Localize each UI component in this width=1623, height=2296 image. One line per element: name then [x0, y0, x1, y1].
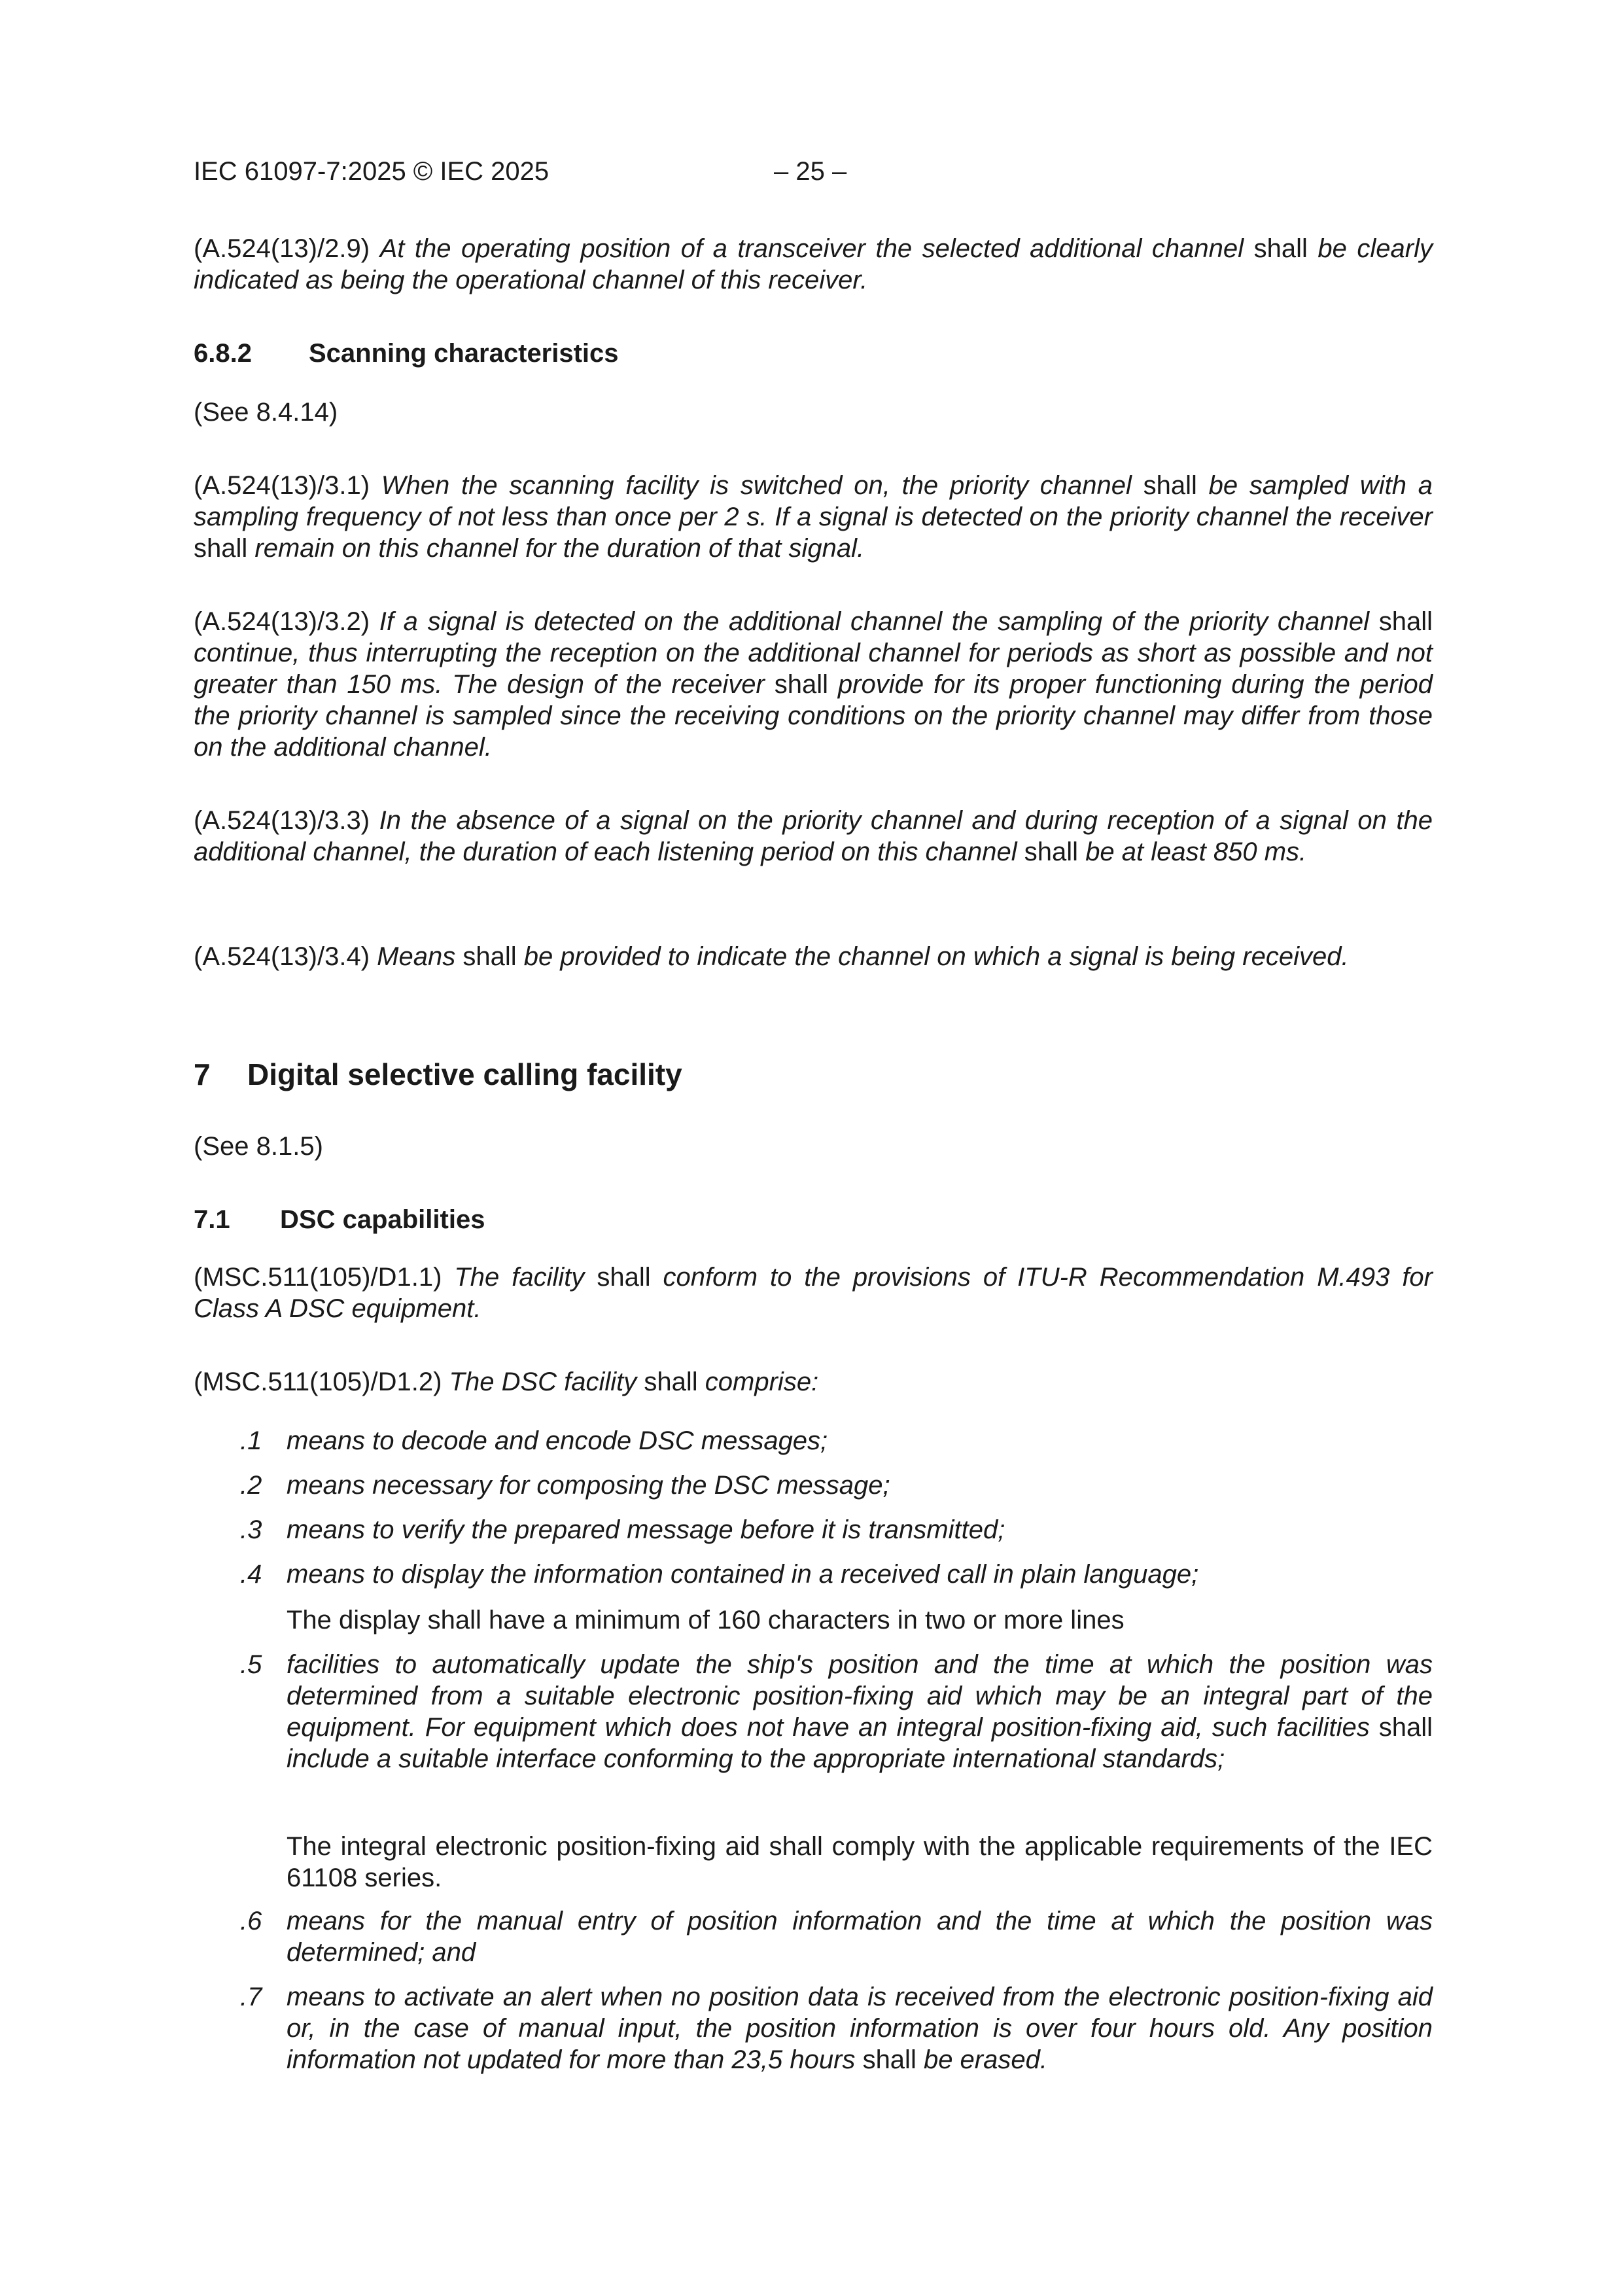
see-reference: (See 8.4.14): [194, 398, 338, 427]
clause-text: be at least 850 ms.: [1085, 838, 1307, 866]
see-reference: (See 8.1.5): [194, 1132, 323, 1161]
clause-text: The facility: [454, 1263, 585, 1292]
clause-ref: (A.524(13)/2.9): [194, 234, 370, 263]
header-page-number: – 25 –: [774, 157, 847, 186]
clause-text: comprise:: [705, 1368, 819, 1396]
section-title: Scanning characteristics: [309, 339, 619, 368]
list-item-text: means necessary for composing the DSC message;: [287, 1471, 890, 1500]
shall-keyword: shall: [1378, 1713, 1433, 1742]
clause-text: Means: [377, 942, 456, 971]
shall-keyword: shall: [1143, 471, 1197, 500]
shall-keyword: shall: [644, 1368, 698, 1396]
shall-keyword: shall: [1024, 838, 1079, 866]
section-number: 7: [194, 1057, 211, 1091]
list-item-number: .5: [240, 1650, 262, 1679]
shall-keyword: shall: [462, 942, 517, 971]
list-item-number: .3: [240, 1515, 262, 1544]
clause-text: provide for its proper functioning during the period the priority channel is sampled since the receiving conditions on the priority channel may differ from those on the additional channel.: [194, 670, 1433, 762]
clause-ref: (A.524(13)/3.3): [194, 806, 370, 835]
list-item-number: .7: [240, 1983, 262, 2011]
clause-ref: (MSC.511(105)/D1.2): [194, 1368, 442, 1396]
clause-d1-2: [194, 1366, 1433, 1398]
list-item-text: means for the manual entry of position information and the time at which the position was determined; and: [287, 1907, 1433, 1967]
clause-text: continue, thus interrupting the reception on the additional channel for periods as short as possible and not greater than 150 ms. The design of the receiver: [194, 639, 1433, 699]
section-number: 7.1: [194, 1205, 230, 1234]
shall-keyword: shall: [1378, 607, 1433, 636]
item-note: The display shall have a minimum of 160 characters in two or more lines: [287, 1606, 1125, 1634]
clause-text: remain on this channel for the duration of that signal.: [254, 534, 865, 563]
clause-3-4: [194, 941, 1433, 972]
section-heading-6-8-2: [194, 338, 619, 369]
section-title: Digital selective calling facility: [247, 1057, 682, 1091]
clause-text: The DSC facility: [449, 1368, 637, 1396]
clause-3-2: [194, 606, 1433, 763]
list-item-number: .1: [240, 1426, 262, 1455]
section-title: DSC capabilities: [280, 1205, 485, 1234]
clause-text: If a signal is detected on the additional channel the sampling of the priority channel: [379, 607, 1370, 636]
list-item-text: means to display the information contained in a received call in plain language;: [287, 1560, 1199, 1589]
clause-3-3: [194, 805, 1433, 868]
clause-text: When the scanning facility is switched on, the priority channel: [381, 471, 1132, 500]
clause-ref: (A.524(13)/3.2): [194, 607, 370, 636]
clause-text: be provided to indicate the channel on which a signal is being received.: [523, 942, 1349, 971]
header-doc-id: IEC 61097-7:2025 © IEC 2025: [194, 157, 550, 186]
list-item-text: means to decode and encode DSC messages;: [287, 1426, 828, 1455]
list-item-text: facilities to automatically update the ship's position and the time at which the position was determined from a suitable electronic position-fixing aid which may be an integral part of the equipment. For equipment which does not have an integral position-fixing aid, such facilities: [287, 1650, 1433, 1742]
clause-2-9: [194, 233, 1433, 296]
clause-ref: (MSC.511(105)/D1.1): [194, 1263, 442, 1292]
list-item-text: means to verify the prepared message before it is transmitted;: [287, 1515, 1005, 1544]
shall-keyword: shall: [597, 1263, 651, 1292]
list-item-number: .2: [240, 1471, 262, 1500]
list-item-text: means to activate an alert when no position data is received from the electronic position-fixing aid or, in the case of manual input, the position information is over four hours old. Any position information not updated for more than 23,5 hours: [287, 1983, 1433, 2074]
item-note: The integral electronic position-fixing aid shall comply with the applicable requirements of the IEC 61108 series.: [287, 1832, 1433, 1892]
list-item-number: .4: [240, 1560, 262, 1589]
clause-text: At the operating position of a transceiver the selected additional channel: [379, 234, 1244, 263]
clause-text: conform to the provisions of ITU-R Recommendation M.493 for Class A DSC equipment.: [194, 1263, 1433, 1323]
shall-keyword: shall: [194, 534, 248, 563]
section-heading-7-1: [194, 1204, 485, 1235]
clause-text: be clearly indicated as being the operational channel of this receiver.: [194, 234, 1433, 294]
list-item-number: .6: [240, 1907, 262, 1935]
section-heading-7: [194, 1056, 682, 1093]
shall-keyword: shall: [1253, 234, 1308, 263]
clause-3-1: [194, 470, 1433, 564]
clause-d1-1: [194, 1262, 1433, 1324]
list-item-text: be erased.: [923, 2045, 1047, 2074]
clause-text: In the absence of a signal on the priority channel and during reception of a signal on the additional channel, the duration of each listening period on this channel: [194, 806, 1433, 866]
clause-ref: (A.524(13)/3.4): [194, 942, 370, 971]
list-item-text: include a suitable interface conforming to the appropriate international standards;: [287, 1744, 1225, 1773]
shall-keyword: shall: [862, 2045, 916, 2074]
section-number: 6.8.2: [194, 339, 252, 368]
clause-text: be sampled with a sampling frequency of not less than once per 2 s. If a signal is detected on the priority channel the receiver: [194, 471, 1433, 531]
clause-ref: (A.524(13)/3.1): [194, 471, 370, 500]
shall-keyword: shall: [774, 670, 828, 699]
